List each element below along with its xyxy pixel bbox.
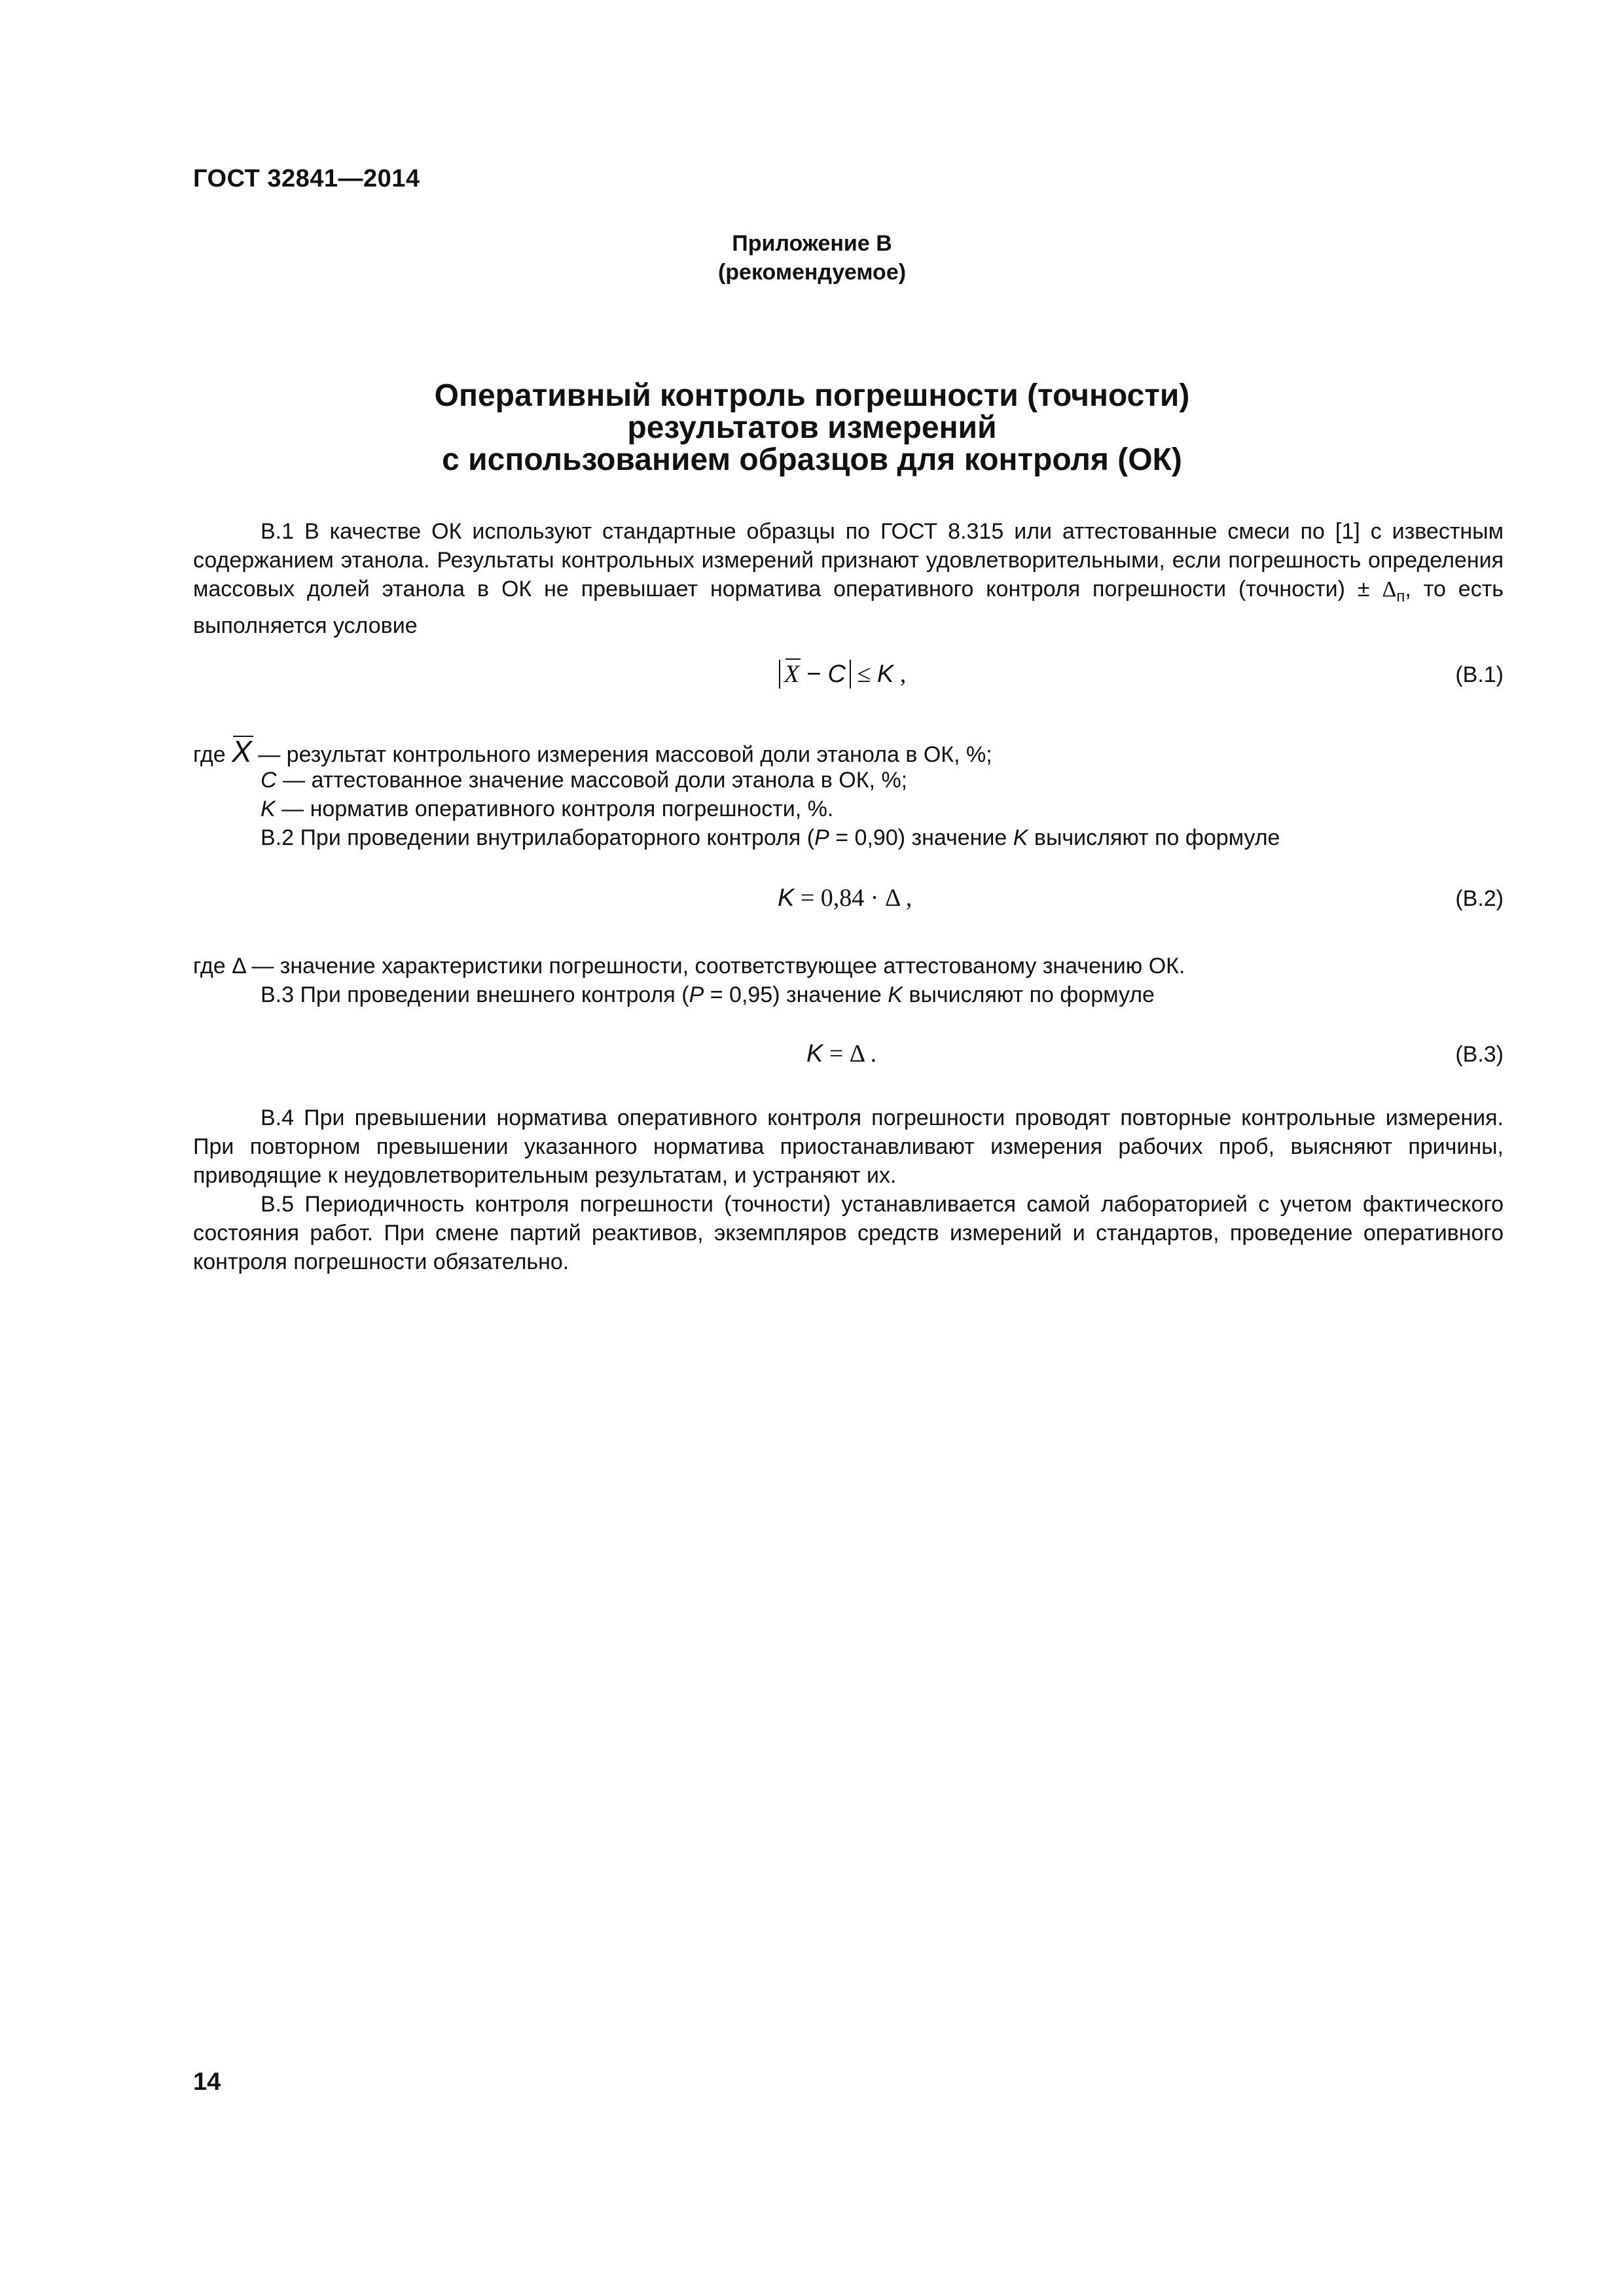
title-line-3: с использованием образцов для контроля (ОК) — [442, 442, 1182, 477]
where-delta-line: где Δ — значение характеристики погрешности, соответствующее аттестованому значению ОК. — [193, 954, 1185, 978]
document-header: ГОСТ 32841—2014 — [193, 165, 420, 192]
paragraph-b5: В.5 Периодичность контроля погрешности (точности) устанавливается самой лабораторией с учетом фактического состояния работ. При смене партий реактивов, экземпляров средств измерений и стандартов, проведение оперативного контроля погрешности обязательно. — [193, 1192, 1504, 1274]
x-bar-symbol-large: X — [232, 734, 252, 768]
appendix-title — [0, 380, 1624, 476]
paragraph-b3: В.3 При проведении внешнего контроля (P = 0,95) значение K вычисляют по формуле — [261, 982, 1155, 1007]
equation-b2: K = 0,84 · Δ , — [778, 884, 912, 912]
equation-number-b3: (B.3) — [1455, 1042, 1504, 1067]
title-line-1: Оперативный контроль погрешности (точности) — [434, 378, 1190, 413]
where-x-line: где X — результат контрольного измерения массовой доли этанола в ОК, %; — [193, 734, 992, 768]
where-k-line: K — норматив оперативного контроля погрешности, %. — [261, 797, 834, 821]
x-bar-symbol: X — [784, 660, 800, 688]
title-line-2: результатов измерений — [627, 410, 997, 445]
appendix-heading — [0, 229, 1624, 287]
paragraph-b1: В.1 В качестве ОК используют стандартные образцы по ГОСТ 8.315 или аттестованные смеси по [1] с известным содержанием этанола. Результаты контрольных измерений признают удовлетворительными, если погрешность определения массовых долей этанола в ОК не превышает норматива оперативного контроля погрешности (точности) ± $\Delta_п$, то есть выполняется условие — [193, 519, 1504, 638]
equation-number-b2: (B.2) — [1455, 886, 1504, 911]
equation-b1: X − C ≤ K , — [779, 660, 906, 689]
equation-b3: K = Δ . — [806, 1040, 877, 1067]
page-number: 14 — [193, 2068, 221, 2096]
paragraph-b4: В.4 При превышении норматива оперативного контроля погрешности проводят повторные контрольные измерения. При повторном превышении указанного норматива приостанавливают измерения рабочих проб, выясняют причины, приводящие к неудовлетворительным результатам, и устраняют их. — [193, 1105, 1504, 1188]
where-c-line: C — аттестованное значение массовой доли этанола в ОК, %; — [261, 768, 908, 793]
absolute-value: X − C — [779, 660, 851, 689]
equation-number-b1: (B.1) — [1455, 662, 1504, 687]
delta-subscript: п — [1396, 587, 1405, 605]
appendix-status: (рекомендуемое) — [717, 260, 907, 285]
appendix-label: Приложение В — [732, 231, 892, 256]
paragraph-b2: В.2 При проведении внутрилабораторного контроля (P = 0,90) значение K вычисляют по формуле — [261, 825, 1280, 850]
delta-symbol: Δ — [1382, 577, 1397, 601]
